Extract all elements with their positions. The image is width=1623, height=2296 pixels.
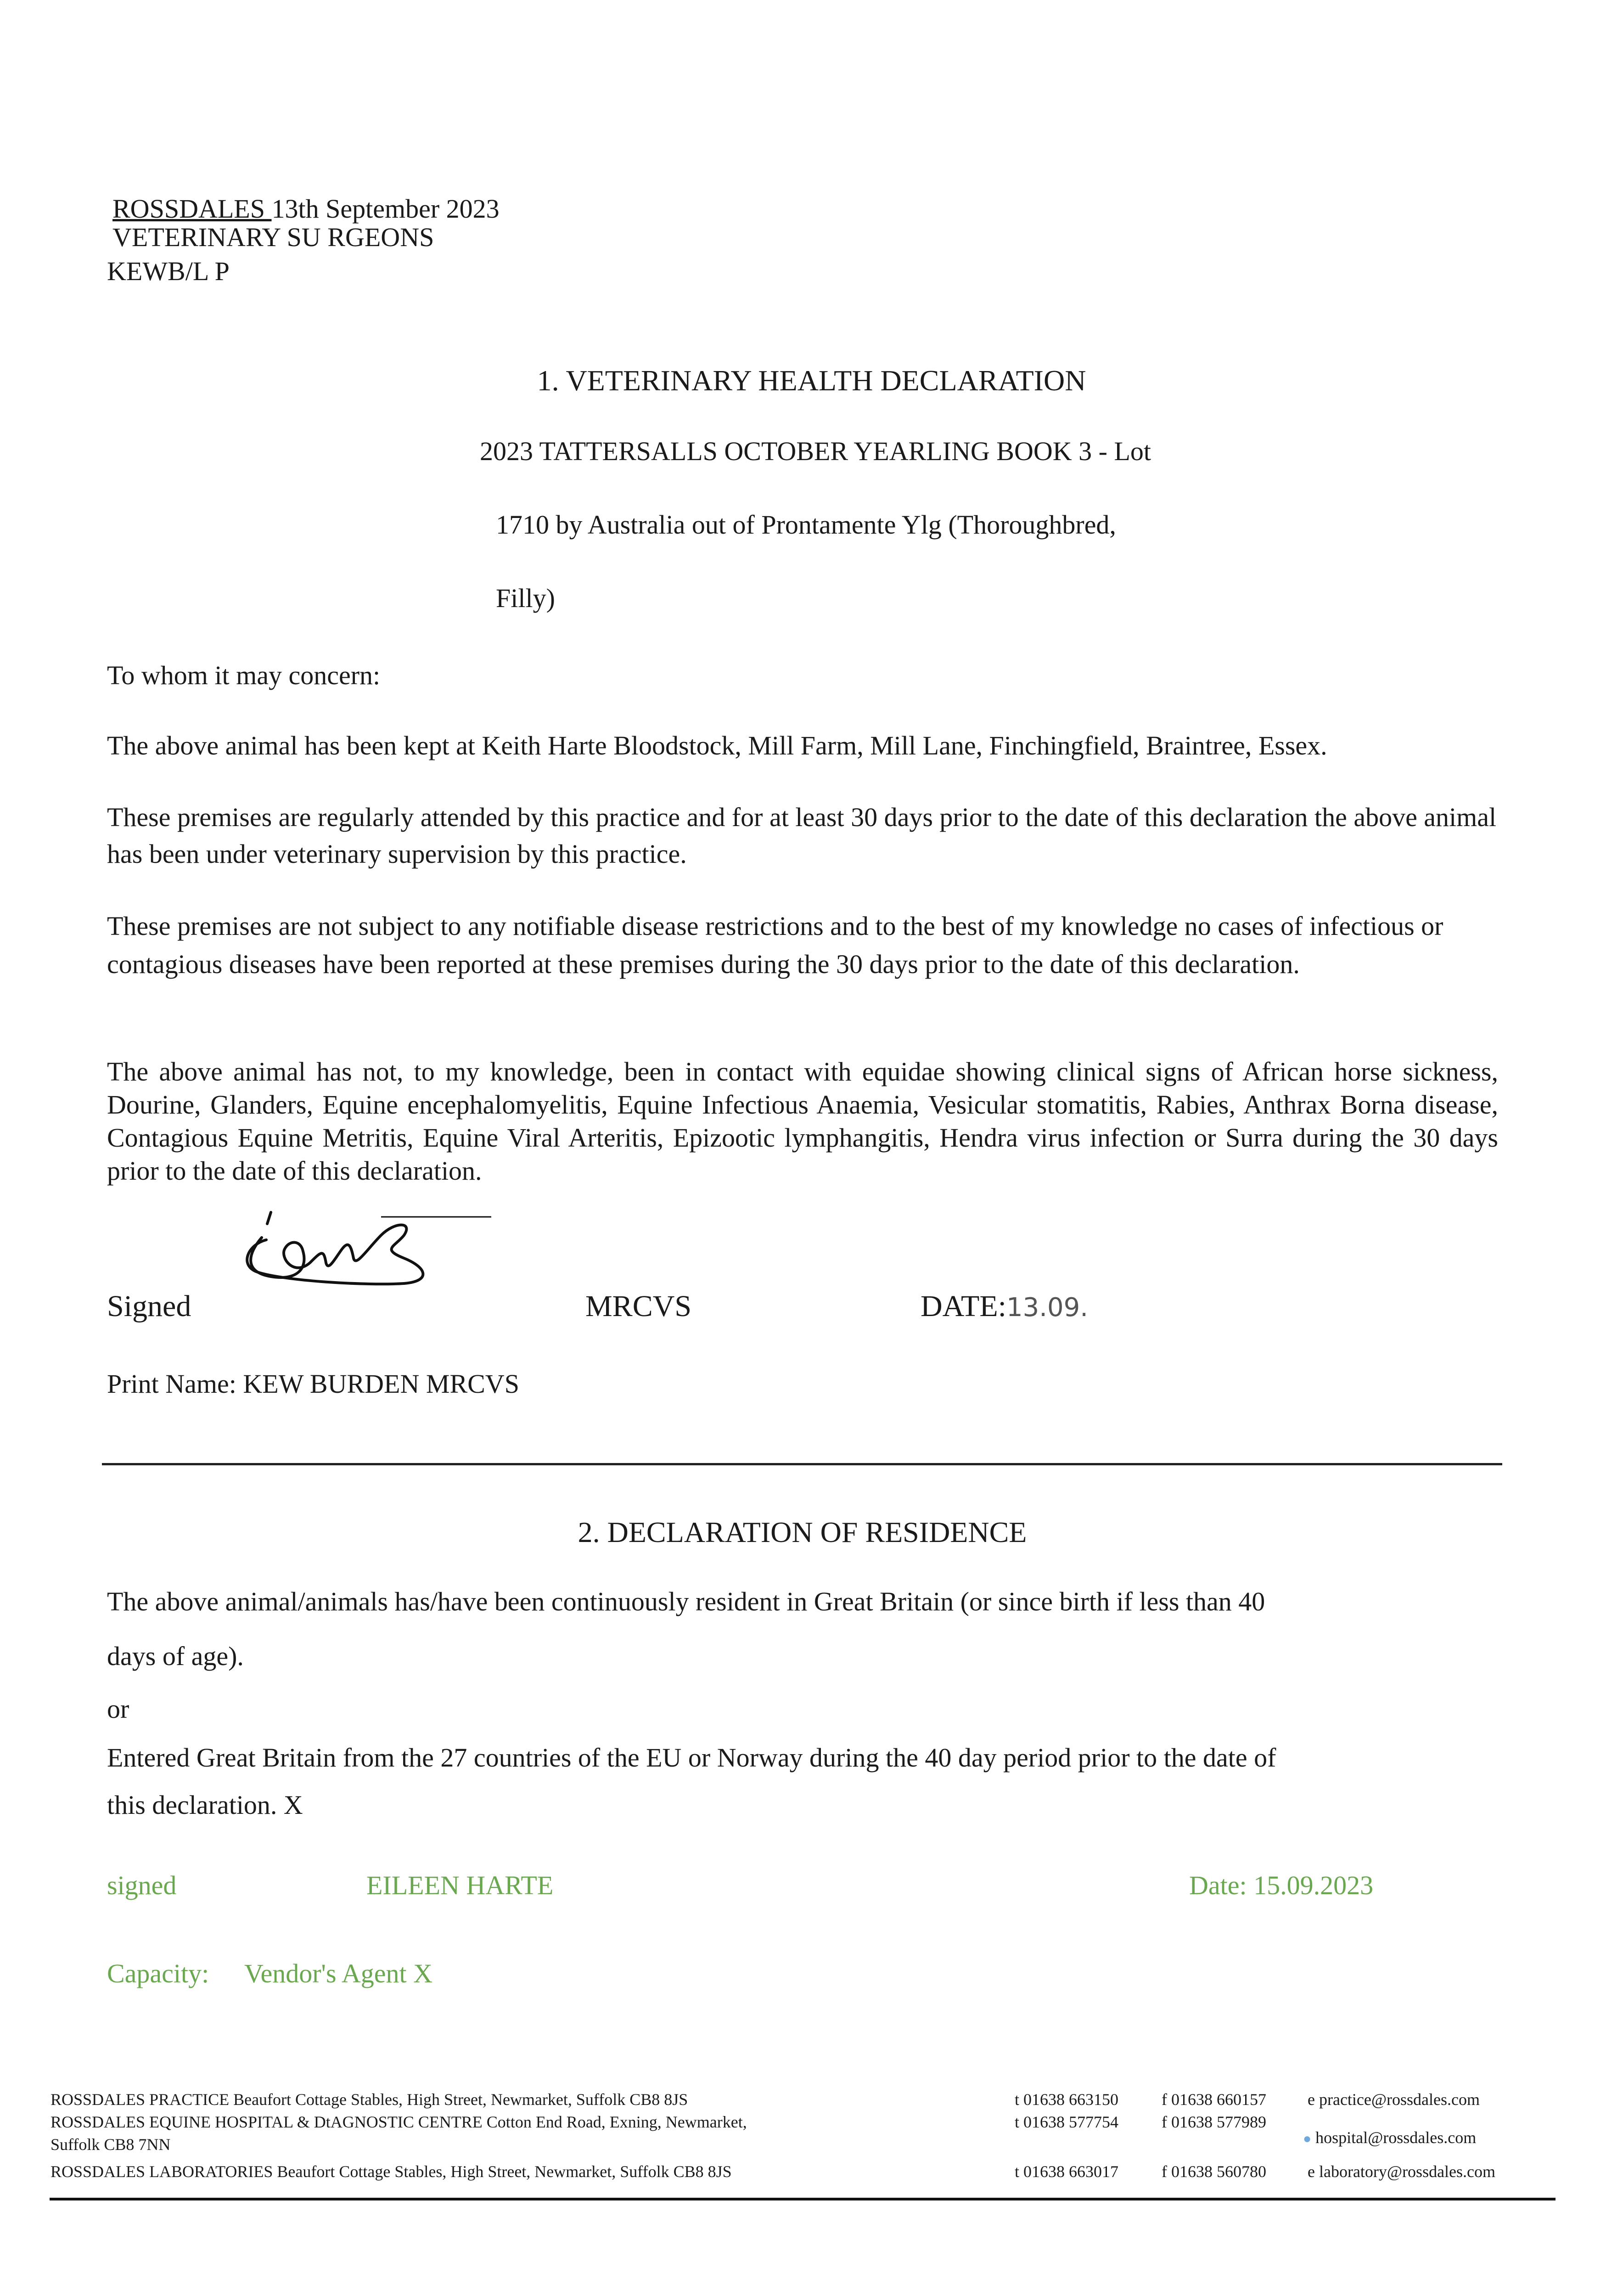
footer-lab-email: e laboratory@rossdales.com: [1308, 2162, 1496, 2181]
footer-practice-tel: t 01638 663150: [1015, 2090, 1119, 2109]
letterhead-line: [112, 195, 500, 223]
lot-line-3: Filly): [496, 583, 555, 613]
section-divider: [102, 1463, 1502, 1465]
paragraph-supervision: These premises are regularly attended by this practice and for at least 30 days prior to the date of this declaration the above animal has been under veterinary supervision by this practice.: [107, 802, 1497, 869]
footer-hospital-address: ROSSDALES EQUINE HOSPITAL & DtAGNOSTIC CENTRE Cotton End Road, Exning, Newmarket,: [51, 2113, 747, 2131]
residence-signed-label: signed: [107, 1870, 177, 1900]
paragraph-contact: The above animal has not, to my knowledge, been in contact with equidae showing clinical signs of African horse sickness, Dourine, Glanders, Equine encephalomyelitis, Equine Infectious Anaemia, Vesicular stomatitis, Rabies, Anthrax Borna disease, Contagious Equine Metritis, Equine Viral Arteritis, Epizootic lymphangitis, Hendra virus infection or Surra during the 30 days prior to the date of this declaration.: [107, 1057, 1498, 1186]
residence-or: or: [107, 1694, 129, 1724]
residence-line-3: Entered Great Britain from the 27 countries of the EU or Norway during the 40 day period prior to the date of: [107, 1743, 1276, 1773]
footer-hospital-email-line: [1303, 2127, 1476, 2150]
bullet-icon: ●: [1303, 2131, 1312, 2146]
date-field: [921, 1286, 1088, 1328]
residence-line-4: this declaration. X: [107, 1790, 303, 1820]
letter-date: 13th September 2023: [271, 194, 500, 224]
paragraph-restrictions: These premises are not subject to any notifiable disease restrictions and to the best of my knowledge no cases of infectious or contagious diseases have been reported at these premises during the 30 days prior to the date of this declaration.: [107, 911, 1443, 979]
footer-laboratories-address: ROSSDALES LABORATORIES Beaufort Cottage Stables, High Street, Newmarket, Suffolk CB8 8JS: [51, 2162, 732, 2181]
capacity-value: Vendor's Agent X: [244, 1958, 432, 1988]
lot-line-2: 1710 by Australia out of Prontamente Ylg (Thoroughbred,: [496, 510, 1116, 540]
footer-practice-email: e practice@rossdales.com: [1308, 2090, 1480, 2109]
footer-hospital-tel: t 01638 577754: [1015, 2113, 1119, 2131]
residence-heading: 2. DECLARATION OF RESIDENCE: [578, 1516, 1027, 1548]
health-declaration-heading: 1. VETERINARY HEALTH DECLARATION: [537, 364, 1086, 397]
residence-line-1: The above animal/animals has/have been continuously resident in Great Britain (or since birth if less than 40: [107, 1587, 1265, 1616]
lot-line-1: 2023 TATTERSALLS OCTOBER YEARLING BOOK 3 - Lot: [480, 436, 1151, 466]
print-name: Print Name: KEW BURDEN MRCVS: [107, 1369, 519, 1399]
footer-practice-fax: f 01638 660157: [1162, 2090, 1266, 2109]
letterhead-subtitle: VETERINARY SU RGEONS: [112, 222, 434, 252]
capacity-label: Capacity:: [107, 1958, 209, 1988]
salutation: To whom it may concern:: [107, 660, 381, 690]
residence-date: Date: 15.09.2023: [1189, 1870, 1374, 1900]
vet-signature: [230, 1203, 496, 1295]
paragraph-premises: The above animal has been kept at Keith Harte Bloodstock, Mill Farm, Mill Lane, Finchingfield, Braintree, Essex.: [107, 731, 1327, 760]
mrcvs-label: MRCVS: [585, 1289, 692, 1323]
footer-lab-fax: f 01638 560780: [1162, 2162, 1266, 2181]
footer-hospital-fax: f 01638 577989: [1162, 2113, 1266, 2131]
residence-line-2: days of age).: [107, 1641, 244, 1671]
footer-hospital-email: hospital@rossdales.com: [1315, 2128, 1477, 2147]
residence-signed-name: EILEEN HARTE: [366, 1870, 554, 1900]
footer-lab-tel: t 01638 663017: [1015, 2162, 1119, 2181]
reference-code: KEWB/L P: [107, 256, 230, 286]
letterhead-brand: ROSSDALES: [112, 194, 272, 224]
footer-rule: [50, 2198, 1556, 2200]
footer-hospital-address-2: Suffolk CB8 7NN: [51, 2135, 171, 2154]
vet-date-value: 13.09.: [1006, 1293, 1089, 1322]
signed-label: Signed: [107, 1289, 191, 1323]
date-label: DATE:: [921, 1289, 1006, 1323]
footer-practice-address: ROSSDALES PRACTICE Beaufort Cottage Stables, High Street, Newmarket, Suffolk CB8 8JS: [51, 2090, 688, 2109]
